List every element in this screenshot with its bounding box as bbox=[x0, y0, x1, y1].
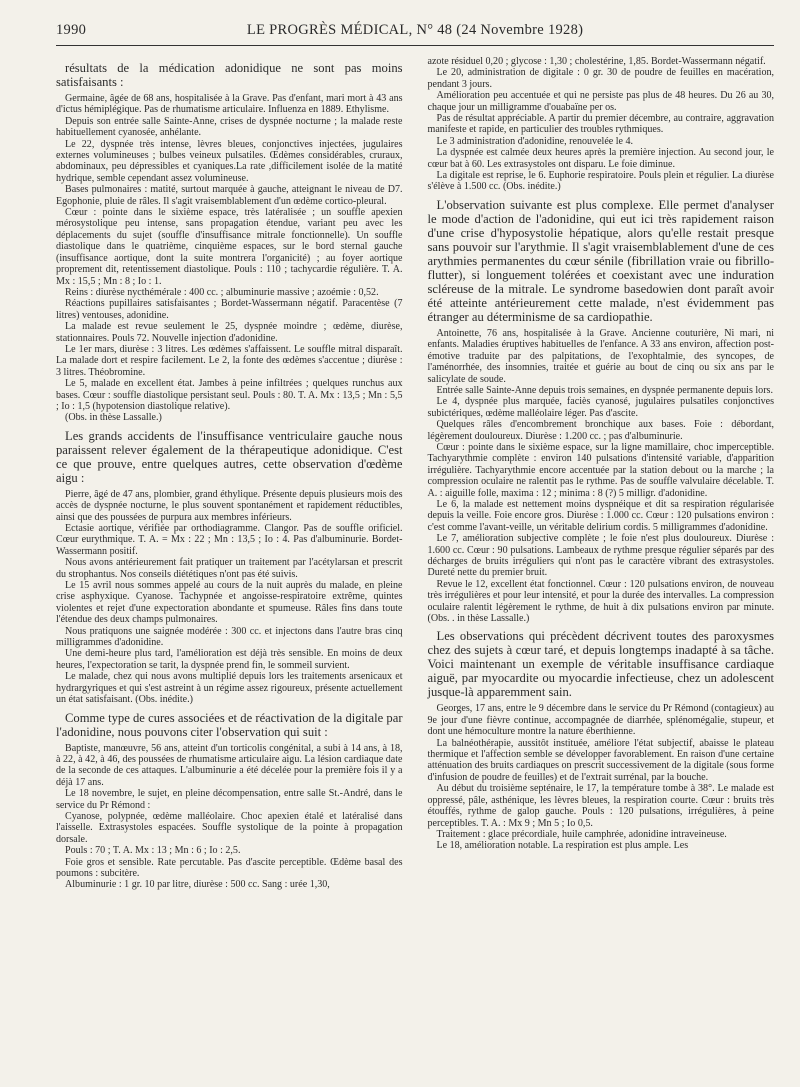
case-paragraph: Amélioration peu accentuée et qui ne persiste pas plus de 48 heures. Du 26 au 30, chaque jour un milligramme d'ouabaïne per os. bbox=[427, 90, 775, 113]
header-rule bbox=[56, 45, 774, 46]
case-paragraph: Pas de résultat appréciable. A partir du premier décembre, au contraire, aggravation manifeste et rapide, en particulier des troubles rythmiques. bbox=[427, 113, 775, 136]
case-paragraph: Cyanose, polypnée, œdème malléolaire. Choc apexien étalé et latéralisé dans l'aisselle. Extrasystoles espacées. Souffle systolique de la pointe à propagation dorsale. bbox=[56, 810, 403, 845]
case-paragraph: Nous pratiquons une saignée modérée : 300 cc. et injectons dans l'autre bras cinq milligrammes d'adonidine. bbox=[56, 625, 403, 649]
case-paragraph: La dyspnée est calmée deux heures après la première injection. Au second jour, le cœur bat à 60. Les extrasystoles ont disparu. Le foie diminue. bbox=[427, 147, 775, 170]
case-paragraph: La digitale est reprise, le 6. Euphorie respiratoire. Pouls plein et régulier. La diurèse s'élève à 1.500 cc. (Obs. inédite.) bbox=[427, 170, 775, 193]
case-paragraph: Antoinette, 76 ans, hospitalisée à la Grave. Ancienne couturière, Ni mari, ni enfants. Maladies éruptives habituelles de l'enfance. A 33 ans environ, affection post-émotive traduite par des palpitations, de l'exophtalmie, des syncopes, de l'aménorrhée, des insomnies, traitée et guérie au bout de cinq ou six ans par le salicylate de soude. bbox=[427, 327, 775, 385]
case-paragraph: La balnéothérapie, aussitôt instituée, améliore l'état subjectif, abaisse le plateau thermique et l'affection semble se développer favorablement. En raison d'une certaine atténuation des bruits cardiaques on prescrit successivement de la digitale (sous forme d'infusion de poudre de feuilles) et de l'extrait surrénal, par la bouche. bbox=[427, 737, 775, 783]
case-paragraph: Cœur : pointe dans le sixième espace, sur la ligne mamillaire, choc imperceptible. Tachyarythmie complète : environ 140 pulsations d'intensité variable, d'apparition irrégulière. Tachyarythmie encore accentuée par la station debout ou la marche ; la compression oculaire ne ralentit pas le rythme. Pas de souffle valvulaire décelable. T. A. : aiguille folle, maxima : 12 ; minima : 8 (?) 5 milligr. d'adonidine. bbox=[427, 441, 775, 499]
case-paragraph: Le 1er mars, diurèse : 3 litres. Les œdèmes s'affaissent. Le souffle mitral disparaît. La malade dort et respire facilement. Le 2, la fonte des œdèmes s'accentue ; diurèse : 3 litres. Théobromine. bbox=[56, 343, 403, 378]
section-paragraph: Les observations qui précèdent décrivent toutes des paroxysmes chez des sujets à cœur taré, et depuis longtemps inadapté à sa tâche. Voici maintenant un exemple de véritable insuffisance cardiaque aiguë, par myocardite ou myocardie infectieuse, chez un adolescent jusque-là apparemment sain. bbox=[427, 629, 775, 700]
case-paragraph: Albuminurie : 1 gr. 10 par litre, diurèse : 500 cc. Sang : urée 1,30, bbox=[65, 879, 330, 891]
section-paragraph: Comme type de cures associées et de réactivation de la digitale par l'adonidine, nous pouvons citer l'observation qui suit : bbox=[56, 710, 403, 739]
case-paragraph: Le 6, la malade est nettement moins dyspnéique et dit sa respiration régularisée depuis la veille. Foie encore gros. Diurèse : 1.000 cc. Cœur : 120 pulsations environ : c'est comme l'avant-veille, un véritable delirium cordis. 5 milligrammes d'adonidine. bbox=[427, 498, 775, 533]
case-paragraph: Germaine, âgée de 68 ans, hospitalisée à la Grave. Pas d'enfant, mari mort à 43 ans d'ictus hémiplégique. Pas de rhumatisme articulaire. Influenza en 1889. Ethylisme. bbox=[56, 93, 403, 116]
case-paragraph: Revue le 12, excellent état fonctionnel. Cœur : 120 pulsations environ, de nouveau très irrégulières et pour leur intensité, et pour la durée des intervalles. La compression oculaire ralentit légèrement le rythme, de huit à dix pulsations environ par minute. (Obs. . in thèse Lassalle.) bbox=[427, 578, 775, 625]
case-paragraph: Depuis son entrée salle Sainte-Anne, crises de dyspnée nocturne ; la malade reste habituellement cyanosée, anhélante. bbox=[56, 115, 403, 139]
case-paragraph: Une demi-heure plus tard, l'amélioration est déjà très sensible. En moins de deux heures, l'expectoration se tarit, la dyspnée prend fin, le sommeil survient. bbox=[56, 648, 403, 671]
case-paragraph: Bases pulmonaires : matité, surtout marquée à gauche, atteignant le niveau de D7. Egophonie, pluie de râles. Il s'agit vraisemblablement d'un œdème cortico-pleural. bbox=[56, 184, 403, 207]
case-paragraph: azote résiduel 0,20 ; glycose : 1,30 ; cholestérine, 1,85. Bordet-Wassermann négatif. bbox=[427, 56, 766, 67]
case-paragraph: Traitement : glace précordiale, huile camphrée, adonidine intraveineuse. bbox=[436, 828, 727, 840]
page-number: 1990 bbox=[56, 22, 87, 38]
case-paragraph: La malade est revue seulement le 25, dyspnée moindre ; œdème, diurèse, stationnaires. Pouls 72. Nouvelle injection d'adonidine. bbox=[56, 321, 403, 344]
case-paragraph: Le 5, malade en excellent état. Jambes à peine infiltrées ; quelques runchus aux bases. Cœur : souffle diastolique persistant seul. Pouls : 80. T. A. Mx : 13,5 ; Mn : 5,5 ; Io : 1,5 (hypotension diastolique relative). bbox=[56, 378, 403, 412]
case-paragraph: Le 22, dyspnée très intense, lèvres bleues, conjonctives injectées, jugulaires externes volumineuses ; bulbes veineux pulsatiles. Œdèmes considérables, cruraux, abdominaux, peu dépressibles et cyaniques.La rate ,difficilement isolée de la matité hydrique, semble cependant assez volumineuse. bbox=[56, 138, 403, 184]
case-paragraph: Le 3 administration d'adonidine, renouvelée le 4. bbox=[436, 135, 634, 147]
case-paragraph: Pouls : 70 ; T. A. Mx : 13 ; Mn : 6 ; Io : 2,5. bbox=[65, 845, 241, 857]
journal-title: LE PROGRÈS MÉDICAL, N° 48 (24 Novembre 1928) bbox=[246, 22, 584, 38]
case-paragraph: Réactions pupillaires satisfaisantes ; Bordet-Wassermann négatif. Paracentèse (7 litres) ventouses, adonidine. bbox=[56, 298, 403, 321]
case-paragraph: Cœur : pointe dans le sixième espace, très latéralisée ; un souffle apexien mérosystolique peu intense, sans propagation étendue, variant peu avec les déplacements du sujet (souffle d'insuffisance mitrale fonctionnelle). Un souffle diastolique dans le quatrième, cinquième espaces, sur le bord sternal gauche (insuffisance aortique, dont la suite montrera l'organicité) ; au foyer aortique proprement dit, retentissement diastolique. Pouls : 110 ; tachycardie régulière. T. A. Mx : 15,5 ; Mn : 8 ; Io : 1. bbox=[56, 207, 403, 287]
case-paragraph: Le 18, amélioration notable. La respiration est plus ample. Les bbox=[436, 840, 689, 852]
case-paragraph: Ectasie aortique, vérifiée par orthodiagramme. Clangor. Pas de souffle orificiel. Cœur eurythmique. T. A. = Mx : 22 ; Mn : 13,5 ; Io : 4. Pas d'albuminurie. Bordet-Wassermann positif. bbox=[56, 523, 403, 557]
case-paragraph: Le malade, chez qui nous avons multiplié depuis lors les traitements arsenicaux et hydrargyriques et qui s'est astreint à un régime assez rigoureux, présente actuellement un état satisfaisant. (Obs. inédite.) bbox=[56, 671, 403, 706]
section-paragraph: L'observation suivante est plus complexe. Elle permet d'analyser le mode d'action de l'adonidine, qui eut ici très rapidement raison d'une crise d'hyposystolie hépatique, alors qu'elle restait presque sans pouvoir sur l'arythmie. Il s'agit vraisemblablement d'une de ces arythmies permanentes du cœur sénile (fibrillation vraie ou fibrillo-flutter), si longuement tolérées et coexistant avec une induration scléreuse de la mitrale. Le syndrome basedowien dont paraît avoir été atteinte antérieurement cette malade, n'est évidemment pas étranger au déterminisme de sa cardiopathie. bbox=[427, 197, 775, 324]
case-paragraph: Le 20, administration de digitale : 0 gr. 30 de poudre de feuilles en macération, pendant 3 jours. bbox=[427, 67, 775, 90]
case-paragraph: Entrée salle Sainte-Anne depuis trois semaines, en dyspnée permanente depuis lors. bbox=[436, 384, 773, 396]
case-paragraph: Au début du troisième septénaire, le 17, la température tombe à 38°. Le malade est oppressé, pâle, asthénique, les lèvres bleues, la respiration courte. Cœur : bruits très étouffés, rythme de galop gauche. Pouls : 120 pulsations, irrégulières, à peine perceptibles. T. A. : Mx 9 ; Mn 5 ; Io 0,5. bbox=[427, 783, 775, 829]
case-paragraph: Nous avons antérieurement fait pratiquer un traitement par l'acétylarsan et prescrit du strophantus. Nos conseils diététiques n'ont pas été suivis. bbox=[56, 557, 403, 580]
left-column bbox=[56, 56, 403, 891]
running-header bbox=[56, 22, 774, 39]
case-paragraph: Baptiste, manœuvre, 56 ans, atteint d'un torticolis congénital, a subi à 14 ans, à 18, à 22, à 42, à 46, des poussées de rhumatisme articulaire aigu. La lésion cardiaque date de la seconde de ces attaques. L'albuminurie a été décelée pour la première fois il y a déjà 17 ans. bbox=[56, 742, 403, 788]
section-paragraph: résultats de la médication adonidique ne sont pas moins satisfaisants : bbox=[56, 61, 403, 89]
case-paragraph: Le 7, amélioration subjective complète ; le foie n'est plus douloureux. Diurèse : 1.600 cc. Cœur : 90 pulsations. Lambeaux de rythme presque régulier séparés par des décharges de bruits irréguliers qui n'ont pas le caractère vibrant des extrasystoles. Dureté nette du premier bruit. bbox=[427, 533, 775, 579]
case-paragraph: (Obs. in thèse Lassalle.) bbox=[65, 412, 162, 424]
case-paragraph: Pierre, âgé de 47 ans, plombier, grand éthylique. Présente depuis plusieurs mois des accès de dyspnée nocturne, le plus souvent spontanément et rapidement réductibles, ainsi que des poussées de purpura aux membres inférieurs. bbox=[56, 488, 403, 523]
case-paragraph: Le 18 novembre, le sujet, en pleine décompensation, entre salle St.-André, dans le service du Pr Rémond : bbox=[56, 788, 403, 811]
case-paragraph: Reins : diurèse nycthémérale : 400 cc. ; albuminurie massive ; azoémie : 0,52. bbox=[65, 286, 379, 298]
case-paragraph: Le 4, dyspnée plus marquée, faciès cyanosé, jugulaires pulsatiles conjonctives subictériques, œdème malléolaire léger. Pas d'ascite. bbox=[427, 396, 775, 419]
case-paragraph: Quelques râles d'encombrement bronchique aux bases. Foie : débordant, légèrement douloureux. Diurèse : 1.200 cc. ; pas d'albuminurie. bbox=[427, 419, 775, 442]
right-column bbox=[428, 56, 775, 891]
section-paragraph: Les grands accidents de l'insuffisance ventriculaire gauche nous paraissent relever également de la thérapeutique adonidique. C'est ce que prouve, entre quelques autres, cette observation d'œdème aigu : bbox=[56, 428, 403, 485]
case-paragraph: Le 15 avril nous sommes appelé au cours de la nuit auprès du malade, en pleine crise asphyxique. Cyanose. Tachypnée et angoisse-respiratoire extrême, quintes violentes et rejet d'une expectoration abondante et spumeuse. Râles fins dans toute l'étendue des deux champs pulmonaires. bbox=[56, 580, 403, 626]
case-paragraph: Foie gros et sensible. Rate percutable. Pas d'ascite perceptible. Œdème basal des poumons : subcitère. bbox=[56, 856, 403, 879]
case-paragraph: Georges, 17 ans, entre le 9 décembre dans le service du Pr Rémond (contagieux) au 9e jour d'une fièvre continue, accompagnée de diarrhée, splénomégalie, stupeur, et dont une hémoculture montre la nature éberthienne. bbox=[427, 703, 775, 738]
